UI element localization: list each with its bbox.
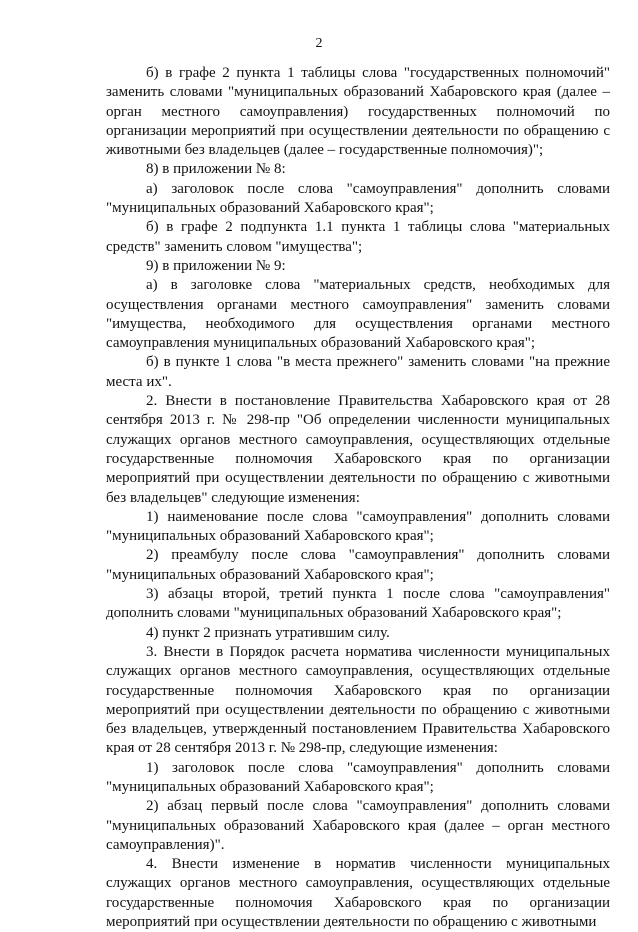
paragraph: б) в пункте 1 слова "в места прежнего" заменить словами "на прежние места их". [106,354,610,390]
paragraph: 3. Внести в Порядок расчета норматива численности муниципальных служащих органов местного самоуправления, осуществляющих отдельные государственные полномочия Хабаровского края по организации мероприятий при осуществлении деятельности по обращению с животными без владельцев, утвержденный постановлением Правительства Хабаровского края от 28 сентября 2013 г. № 298-пр, следующие изменения: [106,643,610,757]
paragraph: 4) пункт 2 признать утратившим силу. [146,624,390,641]
paragraph: б) в графе 2 пункта 1 таблицы слова "государственных полномочий" заменить словами "муниципальных образований Хабаровского края (далее – орган местного самоуправления) государственных полномочий по организации мероприятий при осуществлении деятельности по обращению с животными без владельцев (далее – государственные полномочия)"; [106,65,610,159]
paragraph: 2. Внести в постановление Правительства Хабаровского края от 28 сентября 2013 г. № 298-пр "Об определении численности муниципальных служащих органов местного самоуправления, осуществляющих отдельные государственные полномочия Хабаровского края по организации мероприятий при осуществлении деятельности по обращению с животными без владельцев" следующие изменения: [106,393,610,506]
paragraph: 4. Внести изменение в норматив численности муниципальных служащих органов местного самоуправления, осуществляющих отдельные государственные полномочия Хабаровского края по организации мероприятий при осуществлении деятельности по обращению с животными [106,856,610,931]
paragraph: а) заголовок после слова "самоуправления" дополнить словами "муниципальных образований Хабаровского края"; [106,180,610,217]
paragraph: 1) наименование после слова "самоуправления" дополнить словами "муниципальных образований Хабаровского края"; [106,508,610,545]
document-body [106,64,610,932]
paragraph: а) в заголовке слова "материальных средств, необходимых для осуществления органами местного самоуправления" заменить словами "имущества, необходимого для осуществления органами местного самоуправления муниципальных образований Хабаровского края"; [106,277,610,352]
paragraph: б) в графе 2 подпункта 1.1 пункта 1 таблицы слова "материальных средств" заменить словом "имущества"; [106,219,610,255]
paragraph: 9) в приложении № 9: [146,257,286,274]
page-number: 2 [315,36,323,51]
paragraph: 2) преамбулу после слова "самоуправления" дополнить словами "муниципальных образований Хабаровского края"; [106,547,610,583]
paragraph: 2) абзац первый после слова "самоуправления" дополнить словами "муниципальных образований Хабаровского края (далее – орган местного самоуправления)". [106,798,610,853]
paragraph: 8) в приложении № 8: [146,161,286,178]
paragraph: 3) абзацы второй, третий пункта 1 после слова "самоуправления" дополнить словами "муниципальных образований Хабаровского края"; [106,586,610,622]
paragraph: 1) заголовок после слова "самоуправления" дополнить словами "муниципальных образований Хабаровского края"; [106,759,610,795]
